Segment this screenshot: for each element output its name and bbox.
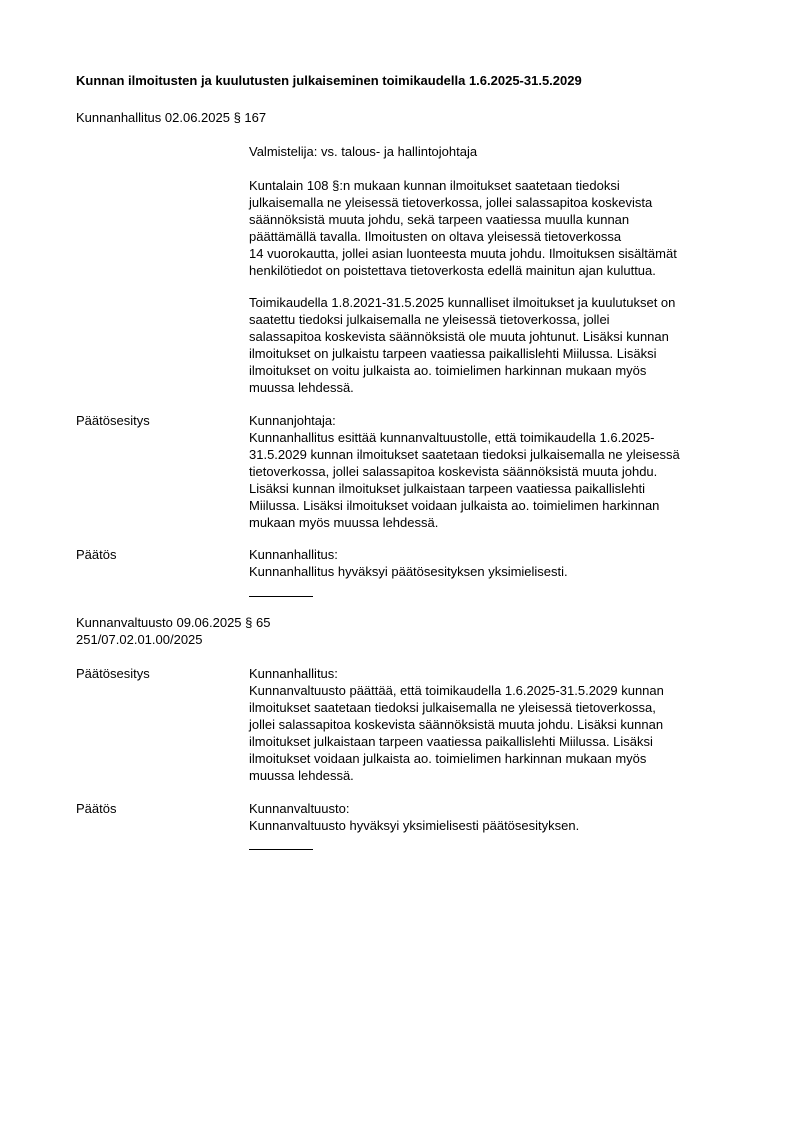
text-line: Kunnanhallitus esittää kunnanvaltuustolle, että toimikaudella 1.6.2025- bbox=[249, 430, 655, 445]
background-paragraph-2 bbox=[249, 294, 675, 396]
text-line: Kunnanvaltuusto päättää, että toimikaudella 1.6.2025-31.5.2029 kunnan bbox=[249, 683, 664, 698]
text-line: ilmoitukset saatetaan tiedoksi julkaisemalla ne yleisessä tietoverkossa, bbox=[249, 700, 656, 715]
decision-label-board: Päätös bbox=[76, 547, 117, 562]
text-line: Kunnanjohtaja: bbox=[249, 413, 336, 428]
text-line: salassapitoa koskevista säännöksistä ole muuta johtunut. Lisäksi kunnan bbox=[249, 329, 669, 344]
text-line: Kunnanhallitus: bbox=[249, 666, 338, 681]
meeting-header-board: Kunnanhallitus 02.06.2025 § 167 bbox=[76, 110, 267, 125]
text-line: tietoverkossa, jollei salassapitoa koskevista säännöksistä muuta johdu. bbox=[249, 464, 658, 479]
decision-text-board bbox=[249, 546, 568, 580]
text-line: saatettu tiedoksi julkaisemalla ne yleisessä tietoverkossa, jollei bbox=[249, 312, 610, 327]
preparer-line: Valmistelija: vs. talous- ja hallintojohtaja bbox=[249, 144, 478, 159]
proposal-text-council bbox=[249, 665, 664, 784]
text-line: ilmoitukset julkaistaan tarpeen vaatiessa paikallislehti Miilussa. Lisäksi bbox=[249, 734, 653, 749]
text-line: 31.5.2029 kunnan ilmoitukset saatetaan tiedoksi julkaisemalla ne yleisessä bbox=[249, 447, 680, 462]
text-line: Kunnanhallitus hyväksyi päätösesityksen yksimielisesti. bbox=[249, 564, 568, 579]
text-line: jollei salassapitoa koskevista säännöksistä muuta johdu. Lisäksi kunnan bbox=[249, 717, 664, 732]
text-line: Miilussa. Lisäksi ilmoitukset voidaan julkaista ao. toimielimen harkinnan bbox=[249, 498, 660, 513]
section-divider bbox=[249, 849, 313, 850]
background-paragraph-1 bbox=[249, 177, 677, 279]
proposal-label-council: Päätösesitys bbox=[76, 666, 150, 681]
text-line: Kunnanhallitus: bbox=[249, 547, 338, 562]
text-line: päättämällä tavalla. Ilmoitusten on oltava yleisessä tietoverkossa bbox=[249, 229, 622, 244]
text-line: Kunnanvaltuusto: bbox=[249, 801, 350, 816]
proposal-text-board bbox=[249, 412, 680, 531]
text-line: säännöksistä muuta johdu, sekä tarpeen vaatiessa muulla kunnan bbox=[249, 212, 630, 227]
meeting-header-council: Kunnanvaltuusto 09.06.2025 § 65 bbox=[76, 615, 271, 630]
text-line: muussa lehdessä. bbox=[249, 768, 354, 783]
decision-text-council bbox=[249, 800, 579, 834]
text-line: 14 vuorokautta, jollei asian luonteesta muuta johdu. Ilmoituksen sisältämät bbox=[249, 246, 677, 261]
document-title: Kunnan ilmoitusten ja kuulutusten julkaiseminen toimikaudella 1.6.2025-31.5.2029 bbox=[76, 73, 582, 88]
text-line: Lisäksi kunnan ilmoitukset julkaistaan tarpeen vaatiessa paikallislehti bbox=[249, 481, 645, 496]
text-line: ilmoitukset on voitu julkaista ao. toimielimen harkinnan mukaan myös bbox=[249, 363, 647, 378]
text-line: ilmoitukset voidaan julkaista ao. toimielimen harkinnan mukaan myös bbox=[249, 751, 647, 766]
section-divider bbox=[249, 596, 313, 597]
record-id: 251/07.02.01.00/2025 bbox=[76, 632, 203, 647]
text-line: Kuntalain 108 §:n mukaan kunnan ilmoitukset saatetaan tiedoksi bbox=[249, 178, 620, 193]
proposal-label-board: Päätösesitys bbox=[76, 413, 150, 428]
decision-label-council: Päätös bbox=[76, 801, 117, 816]
text-line: Kunnanvaltuusto hyväksyi yksimielisesti päätösesityksen. bbox=[249, 818, 580, 833]
text-line: Toimikaudella 1.8.2021-31.5.2025 kunnalliset ilmoitukset ja kuulutukset on bbox=[249, 295, 676, 310]
text-line: mukaan myös muussa lehdessä. bbox=[249, 515, 439, 530]
text-line: ilmoitukset on julkaistu tarpeen vaatiessa paikallislehti Miilussa. Lisäksi bbox=[249, 346, 657, 361]
text-line: henkilötiedot on poistettava tietoverkosta edellä mainitun ajan kuluttua. bbox=[249, 263, 656, 278]
text-line: julkaisemalla ne yleisessä tietoverkossa, jollei salassapitoa koskevista bbox=[249, 195, 653, 210]
text-line: muussa lehdessä. bbox=[249, 380, 354, 395]
